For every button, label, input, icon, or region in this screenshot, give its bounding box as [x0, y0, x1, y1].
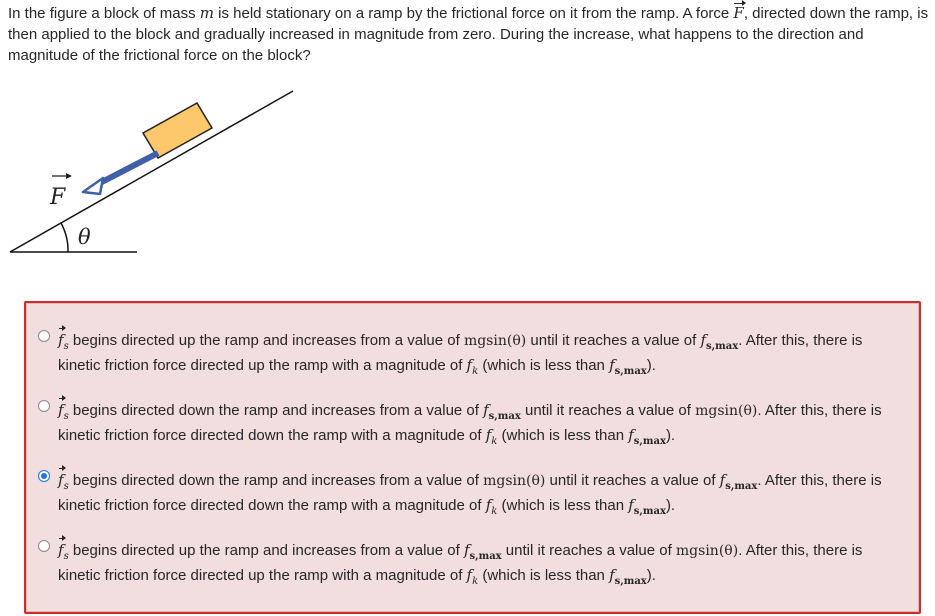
fsmax-symbol: f	[483, 401, 489, 419]
force-vector-symbol: F	[733, 4, 744, 22]
option-3-t1: begins directed down the ramp and increases from a value of	[68, 472, 484, 489]
fsmax-sub: s,max	[725, 481, 758, 492]
mgsin-expression: mgsin(θ)	[675, 543, 739, 559]
option-4[interactable]	[38, 538, 908, 588]
option-3[interactable]	[38, 468, 908, 518]
option-3-t2: until it reaches a value of	[545, 472, 720, 489]
fk-symbol: f	[466, 566, 473, 584]
option-1-t2: until it reaches a value of	[526, 332, 701, 349]
fk-sub: k	[472, 576, 479, 587]
fsmax-sub: s,max	[614, 576, 647, 587]
fs-sub: s	[63, 341, 69, 352]
fs-symbol: f	[58, 538, 64, 562]
fsmax-symbol: f	[628, 496, 634, 514]
question-text	[8, 3, 930, 66]
fk-symbol: f	[485, 426, 492, 444]
force-label: F	[50, 185, 66, 210]
option-4-t1: begins directed up the ramp and increases from a value of	[68, 542, 464, 559]
mass-symbol: m	[199, 4, 214, 22]
mgsin-expression: mgsin(θ)	[695, 403, 758, 419]
option-4-t5: ).	[646, 567, 656, 584]
fk-sub: k	[491, 436, 498, 447]
option-2-t5: ).	[665, 427, 676, 444]
angle-arc	[61, 223, 68, 252]
fsmax-symbol: f	[609, 356, 615, 374]
fsmax-symbol: f	[463, 541, 470, 559]
fs-symbol: f	[58, 468, 64, 492]
option-1-radio[interactable]	[38, 330, 50, 342]
option-4-text	[58, 538, 908, 588]
force-arrow-shaft	[98, 153, 158, 184]
option-4-t3: . After this, there is kinetic friction force directed up the ramp with a magnitude of	[58, 542, 863, 584]
option-1-t3: . After this, there is kinetic friction force directed up the ramp with a magnitude of	[58, 332, 863, 374]
option-4-t4: (which is less than	[478, 567, 610, 584]
fsmax-sub: s,max	[633, 436, 666, 447]
option-2-t3: . After this, there is kinetic friction force directed down the ramp with a magnitude of	[58, 402, 882, 444]
fs-symbol: f	[58, 398, 64, 422]
option-2-radio[interactable]	[38, 400, 50, 412]
fsmax-symbol: f	[700, 331, 707, 349]
force-label-arrow-tip	[66, 173, 72, 179]
fs-symbol: f	[58, 328, 64, 352]
fsmax-symbol: f	[719, 471, 726, 489]
fsmax-symbol: f	[628, 426, 634, 444]
mgsin-expression: mgsin(θ)	[483, 473, 546, 489]
mgsin-expression: mgsin(θ)	[463, 333, 527, 349]
fs-sub: s	[63, 411, 69, 422]
option-1-t5: ).	[646, 357, 656, 374]
force-arrow-head	[83, 178, 103, 194]
answer-options-panel	[24, 301, 921, 614]
option-3-t5: ).	[665, 497, 676, 514]
option-1-t4: (which is less than	[478, 357, 610, 374]
option-3-t3: . After this, there is kinetic friction force directed down the ramp with a magnitude of	[58, 472, 882, 514]
option-2[interactable]	[38, 398, 908, 448]
fsmax-sub: s,max	[614, 366, 647, 377]
fsmax-sub: s,max	[488, 411, 521, 422]
fk-symbol: f	[466, 356, 473, 374]
fk-symbol: f	[485, 496, 492, 514]
fsmax-sub: s,max	[706, 341, 739, 352]
fk-sub: k	[491, 506, 498, 517]
option-2-text	[58, 398, 908, 448]
question-part-3: , directed down the ramp, is then applied to the block and gradually increased in magnitude from zero. During the increase, what happens to the direction and magnitude of the frictional force on the block?	[8, 5, 929, 64]
question-part-1: In the figure a block of mass	[8, 5, 200, 22]
ramp-figure	[0, 78, 300, 263]
option-3-radio-selected[interactable]	[38, 470, 50, 482]
block	[143, 103, 212, 158]
fk-sub: k	[472, 366, 479, 377]
option-1-t1: begins directed up the ramp and increases from a value of	[68, 332, 464, 349]
fsmax-symbol: f	[609, 566, 615, 584]
option-1[interactable]	[38, 328, 908, 378]
fsmax-sub: s,max	[469, 551, 502, 562]
option-3-t4: (which is less than	[497, 497, 629, 514]
option-2-t1: begins directed down the ramp and increases from a value of	[68, 402, 484, 419]
fs-sub: s	[63, 551, 69, 562]
option-1-text	[58, 328, 908, 378]
option-2-t4: (which is less than	[497, 427, 629, 444]
question-part-2: is held stationary on a ramp by the frictional force on it from the ramp. A force	[214, 5, 734, 22]
option-3-text	[58, 468, 908, 518]
ramp-incline	[10, 91, 293, 252]
option-4-radio[interactable]	[38, 540, 50, 552]
fsmax-sub: s,max	[633, 506, 666, 517]
option-4-t2: until it reaches a value of	[501, 542, 676, 559]
option-2-t2: until it reaches a value of	[520, 402, 696, 419]
fs-sub: s	[63, 481, 69, 492]
angle-label: θ	[78, 225, 91, 249]
